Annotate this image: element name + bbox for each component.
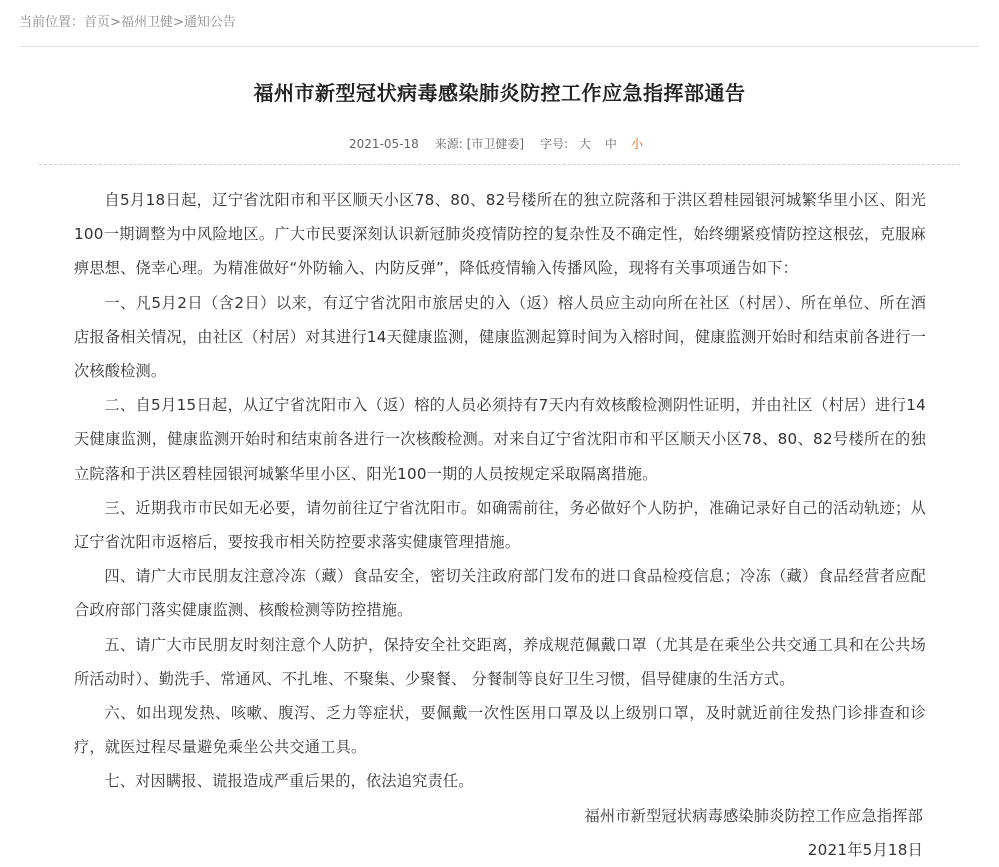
article-paragraph: 七、对因瞒报、谎报造成严重后果的，依法追究责任。 — [104, 772, 474, 791]
breadcrumb-home-link[interactable]: 首页 — [84, 15, 111, 30]
article-signature: 福州市新型冠状病毒感染肺炎防控工作应急指挥部 — [584, 806, 923, 825]
source-label: 来源: — [434, 137, 463, 151]
breadcrumb-section-link[interactable]: 福州卫健 — [120, 15, 173, 30]
article-title: 福州市新型冠状病毒感染肺炎防控工作应急指挥部通告 — [253, 81, 746, 105]
font-size-small-button[interactable]: 小 — [630, 137, 643, 151]
article-sign-date: 2021年5月18日 — [807, 840, 923, 859]
article-paragraph: 三、近期我市市民如无必要，请勿前往辽宁省沈阳市。如确需前往，务必做好个人防护，准确记录好自己的活动轨迹；从辽宁省沈阳市返榕后，要按我市相关防控要求落实健康管理措施。 — [74, 498, 926, 552]
article-paragraph: 自5月18日起，辽宁省沈阳市和平区顺天小区78、80、82号楼所在的独立院落和于洪区碧桂园银河城繁华里小区、阳光100一期调整为中风险地区。广大市民要深刻认识新冠肺炎疫情防控的复杂性及不确定性，始终绷紧疫情防控这根弦，克服麻痹思想、侥幸心理。为精准做好“外防输入、内防反弹”，降低疫情输入传播风险，现将有关事项通告如下： — [74, 191, 926, 278]
font-size-medium-button[interactable]: 中 — [604, 137, 617, 151]
font-size-large-button[interactable]: 大 — [578, 137, 591, 151]
source-value: [市卫健委] — [466, 137, 525, 151]
publish-date: 2021-05-18 — [349, 137, 419, 151]
breadcrumb — [19, 11, 236, 30]
font-size-label: 字号: — [540, 137, 569, 151]
breadcrumb-separator: > — [172, 15, 184, 30]
article-paragraph: 二、自5月15日起，从辽宁省沈阳市入（返）榕的人员必须持有7天内有效核酸检测阴性证明，并由社区（村居）进行14天健康监测，健康监测开始时和结束前各进行一次核酸检测。对来自辽宁省沈阳市和平区顺天小区78、80、82号楼所在的独立院落和于洪区碧桂园银河城繁华里小区、阳光100一期的人员按规定采取隔离措施。 — [74, 396, 926, 483]
article-paragraph: 一、凡5月2日（含2日）以来，有辽宁省沈阳市旅居史的入（返）榕人员应主动向所在社区（村居）、所在单位、所在酒店报备相关情况，由社区（村居）对其进行14天健康监测，健康监测起算时间为入榕时间，健康监测开始时和结束前各进行一次核酸检测。 — [74, 293, 926, 381]
article-paragraph: 六、如出现发热、咳嗽、腹泻、乏力等症状，要佩戴一次性医用口罩及以上级别口罩，及时就近前往发热门诊排查和诊疗，就医过程尽量避免乘坐公共交通工具。 — [74, 704, 926, 757]
breadcrumb-prefix: 当前位置： — [19, 15, 85, 30]
article-paragraph: 四、请广大市民朋友注意冷冻（藏）食品安全，密切关注政府部门发布的进口食品检疫信息；冷冻（藏）食品经营者应配合政府部门落实健康监测、核酸检测等防控措施。 — [74, 567, 926, 620]
breadcrumb-current-link[interactable]: 通知公告 — [183, 15, 236, 30]
article-body — [74, 183, 926, 867]
article-meta — [0, 135, 999, 152]
header-divider — [19, 46, 979, 47]
breadcrumb-separator: > — [110, 15, 121, 30]
article-paragraph: 五、请广大市民朋友时刻注意个人防护，保持安全社交距离，养成规范佩戴口罩（尤其是在乘坐公共交通工具和在公共场所活动时）、勤洗手、常通风、不扎堆、不聚集、少聚餐、 分餐制等良好卫生习惯，倡导健康的生活方式。 — [74, 635, 926, 688]
meta-divider — [39, 164, 960, 165]
